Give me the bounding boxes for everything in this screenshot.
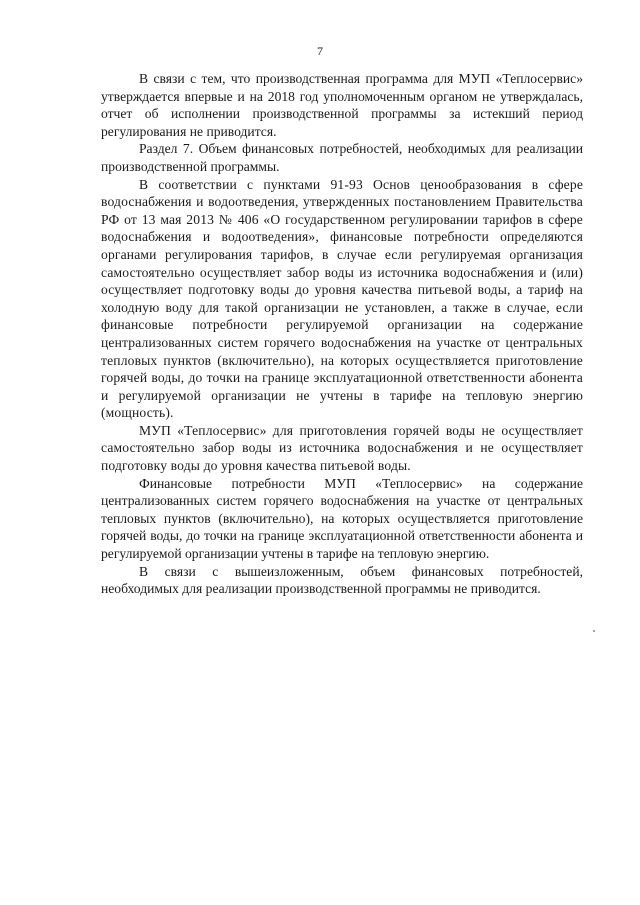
paragraph-pricing-basis: В соответствии с пунктами 91-93 Основ ценообразования в сфере водоснабжения и водоотведения, утвержденных постановлением Правительства РФ от 13 мая 2013 № 406 «О государственном регулировании тарифов в сфере водоснабжения и водоотведения», финансовые потребности определяются органами регулирования тарифов, в случае если регулируемая организация самостоятельно осуществляет забор воды из источника водоснабжения и (или) осуществляет подготовку воды до уровня качества питьевой воды, а тариф на холодную воду для такой организации не установлен, а также в случае, если финансовые потребности регулируемой организации на содержание централизованных систем горячего водоснабжения на участке от центральных тепловых пунктов (включительно), на которых осуществляется приготовление горячей воды, до точки на границе эксплуатационной ответственности абонента и регулируемой организации не учтены в тарифе на тепловую энергию (мощность). <box>101 176 583 421</box>
scan-speck <box>593 630 595 632</box>
page-number: 7 <box>317 44 323 58</box>
paragraph-hot-water-preparation: МУП «Теплосервис» для приготовления горячей воды не осуществляет самостоятельно забор воды из источника водоснабжения и не осуществляет подготовку воды до уровня качества питьевой воды. <box>101 422 583 474</box>
paragraph-conclusion: В связи с вышеизложенным, объем финансовых потребностей, необходимых для реализации производственной программы не приводится. <box>101 563 583 597</box>
document-body <box>101 70 583 598</box>
paragraph-financial-needs: Финансовые потребности МУП «Теплосервис» на содержание централизованных систем горячего водоснабжения на участке от центральных тепловых пунктов (включительно), на которых осуществляется приготовление горячей воды, до точки на границе эксплуатационной ответственности абонента и регулируемой организации учтены в тарифе на тепловую энергию. <box>101 475 583 562</box>
paragraph-section-7-heading: Раздел 7. Объем финансовых потребностей, необходимых для реализации производственной программы. <box>101 141 583 174</box>
paragraph-report-note: В связи с тем, что производственная программа для МУП «Теплосервис» утверждается впервые и на 2018 год уполномоченным органом не утверждалась, отчет об исполнении производственной программы за истекший период регулирования не приводится. <box>101 71 583 139</box>
